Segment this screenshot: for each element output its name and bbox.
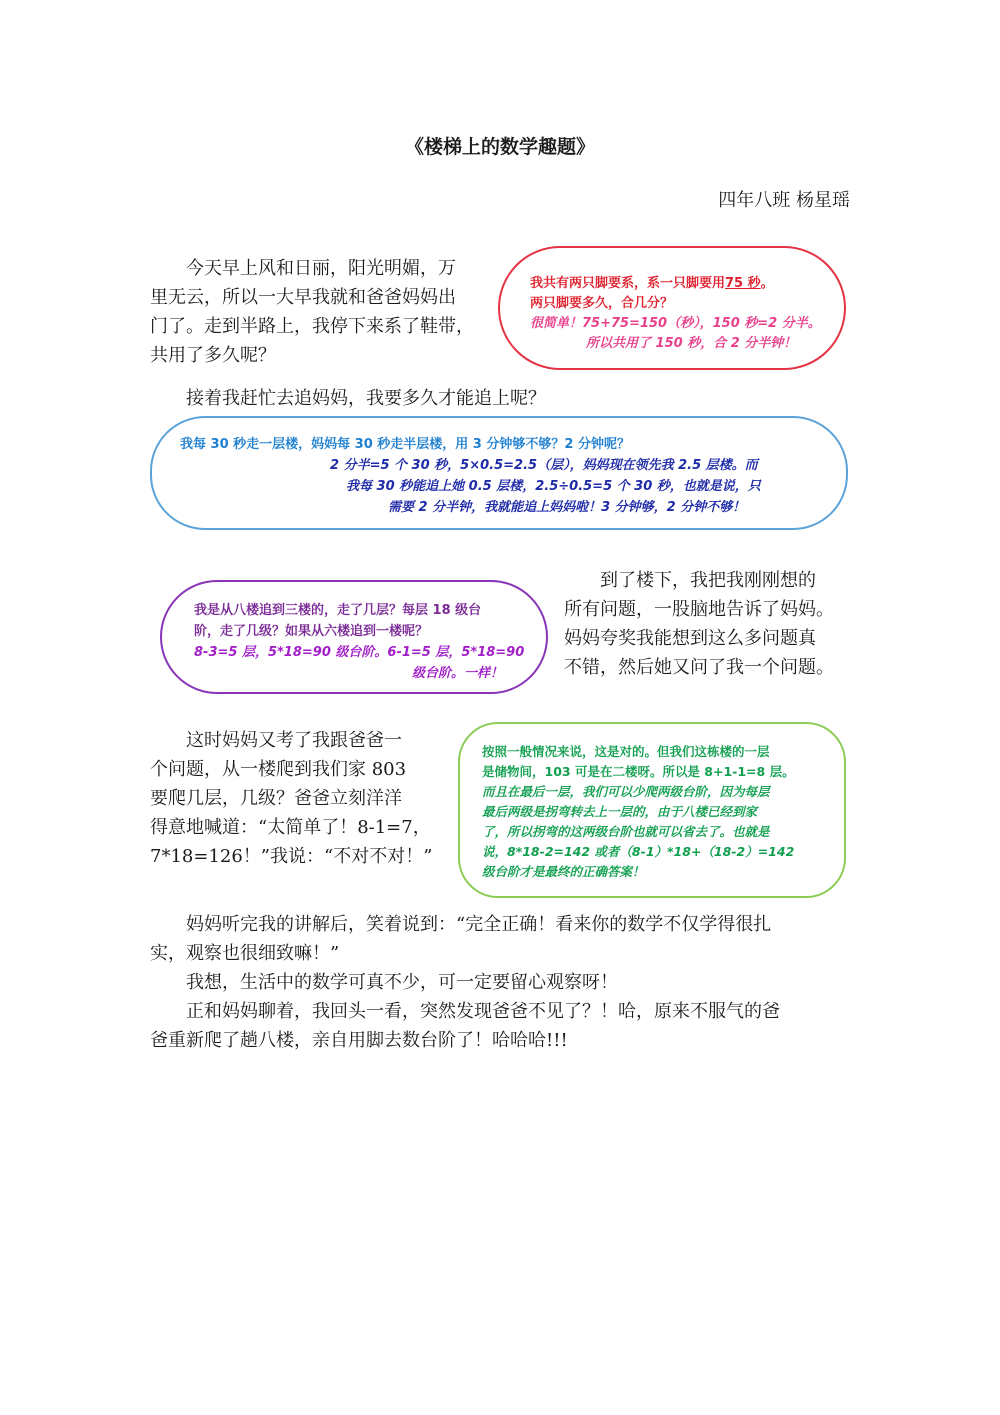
text-line: 爸重新爬了趟八楼，亲自用脚去数台阶了！哈哈哈!!!: [150, 1030, 568, 1051]
paragraph-morning: [150, 254, 474, 370]
bubble-text: 级台阶才是最终的正确答案！: [482, 864, 645, 879]
paragraph-chase: [150, 384, 546, 413]
text-line: 得意地喊道：“太简单了！8-1=7，: [150, 817, 431, 838]
text-line: 要爬几层，几级？爸爸立刻洋洋: [150, 788, 402, 809]
bubble-answer: 2 分半=5 个 30 秒，5×0.5=2.5（层），妈妈现在领先我 2.5 层楼。而: [330, 458, 758, 473]
bubble-question: 我每 30 秒走一层楼，妈妈每 30 秒走半层楼，用 3 分钟够不够？2 分钟呢？: [180, 437, 630, 452]
text-line: 妈妈听完我的讲解后，笑着说到：“完全正确！看来你的数学不仅学得很扎: [186, 914, 772, 935]
bubble-text: 最后两级是拐弯转去上一层的，由于八楼已经到家: [482, 804, 758, 819]
thought-bubble-chase: [150, 416, 848, 530]
thought-bubble-answer: [458, 722, 846, 898]
bubble-text: 了，所以拐弯的这两级台阶也就可以省去了。也就是: [482, 824, 770, 839]
time-highlight: 75 秒: [725, 276, 761, 291]
text-line: 共用了多久呢？: [150, 345, 276, 366]
text-line: 今天早上风和日丽，阳光明媚，万: [186, 258, 456, 279]
bubble-question: 阶，走了几级？如果从六楼追到一楼呢？: [194, 624, 429, 639]
thought-bubble-shoelace: [498, 246, 846, 370]
text-line: 里无云，所以一大早我就和爸爸妈妈出: [150, 287, 456, 308]
text-line: 实，观察也很细致嘛！”: [150, 943, 340, 964]
bubble-answer: 需要 2 分半钟，我就能追上妈妈啦！3 分钟够，2 分钟不够！: [388, 500, 746, 515]
bubble-question: [530, 274, 821, 294]
bubble-text: 按照一般情况来说，这是对的。但我们这栋楼的一层: [482, 744, 770, 759]
paragraph-ending: [150, 910, 780, 1055]
bubble-answer: 所以共用了 150 秒，合 2 分半钟！: [586, 336, 797, 351]
paragraph-question: [150, 726, 432, 871]
text-line: 到了楼下，我把我刚刚想的: [600, 570, 816, 591]
text-line: 我想，生活中的数学可真不少，可一定要留心观察呀！: [186, 972, 618, 993]
text-line: 7*18=126！”我说：“不对不对！”: [150, 846, 433, 867]
bubble-answer: 级台阶。一样！: [412, 666, 504, 681]
thought-bubble-stairs: [160, 580, 548, 694]
text-line: 这时妈妈又考了我跟爸爸一: [186, 730, 402, 751]
text-line: 接着我赶忙去追妈妈，我要多久才能追上呢？: [186, 388, 546, 409]
bubble-text: 说，8*18-2=142 或者（8-1）*18+（18-2）=142: [482, 844, 795, 859]
text-line: 所有问题，一股脑地告诉了妈妈。: [564, 599, 834, 620]
bubble-text: 而且在最后一层，我们可以少爬两级台阶，因为每层: [482, 784, 770, 799]
page-title: 《楼梯上的数学趣题》: [404, 136, 595, 158]
text-line: 不错，然后她又问了我一个问题。: [564, 657, 834, 678]
author-line: 四年八班 杨星瑶: [718, 190, 850, 211]
text-line: 正和妈妈聊着，我回头一看，突然发现爸爸不见了？！哈，原来不服气的爸: [186, 1001, 780, 1022]
paragraph-downstairs: [564, 566, 834, 682]
bubble-answer: 很简单！75+75=150（秒），150 秒=2 分半。: [530, 316, 821, 331]
bubble-question: 我是从八楼追到三楼的，走了几层？每层 18 级台: [194, 603, 482, 618]
text-line: 妈妈夸奖我能想到这么多问题真: [564, 628, 816, 649]
question-text: 我共有两只脚要系，系一只脚要用: [530, 276, 726, 291]
bubble-answer: 8-3=5 层，5*18=90 级台阶。6-1=5 层，5*18=90: [194, 645, 525, 660]
bubble-text: 是储物间，103 可是在二楼呀。所以是 8+1-1=8 层。: [482, 764, 795, 779]
bubble-question: 两只脚要多久，合几分？: [530, 296, 674, 311]
text-line: 门了。走到半路上，我停下来系了鞋带，: [150, 316, 474, 337]
question-text: 。: [760, 276, 774, 291]
bubble-answer: 我每 30 秒能追上她 0.5 层楼，2.5÷0.5=5 个 30 秒，也就是说，只: [346, 479, 761, 494]
text-line: 个问题，从一楼爬到我们家 803: [150, 759, 407, 780]
